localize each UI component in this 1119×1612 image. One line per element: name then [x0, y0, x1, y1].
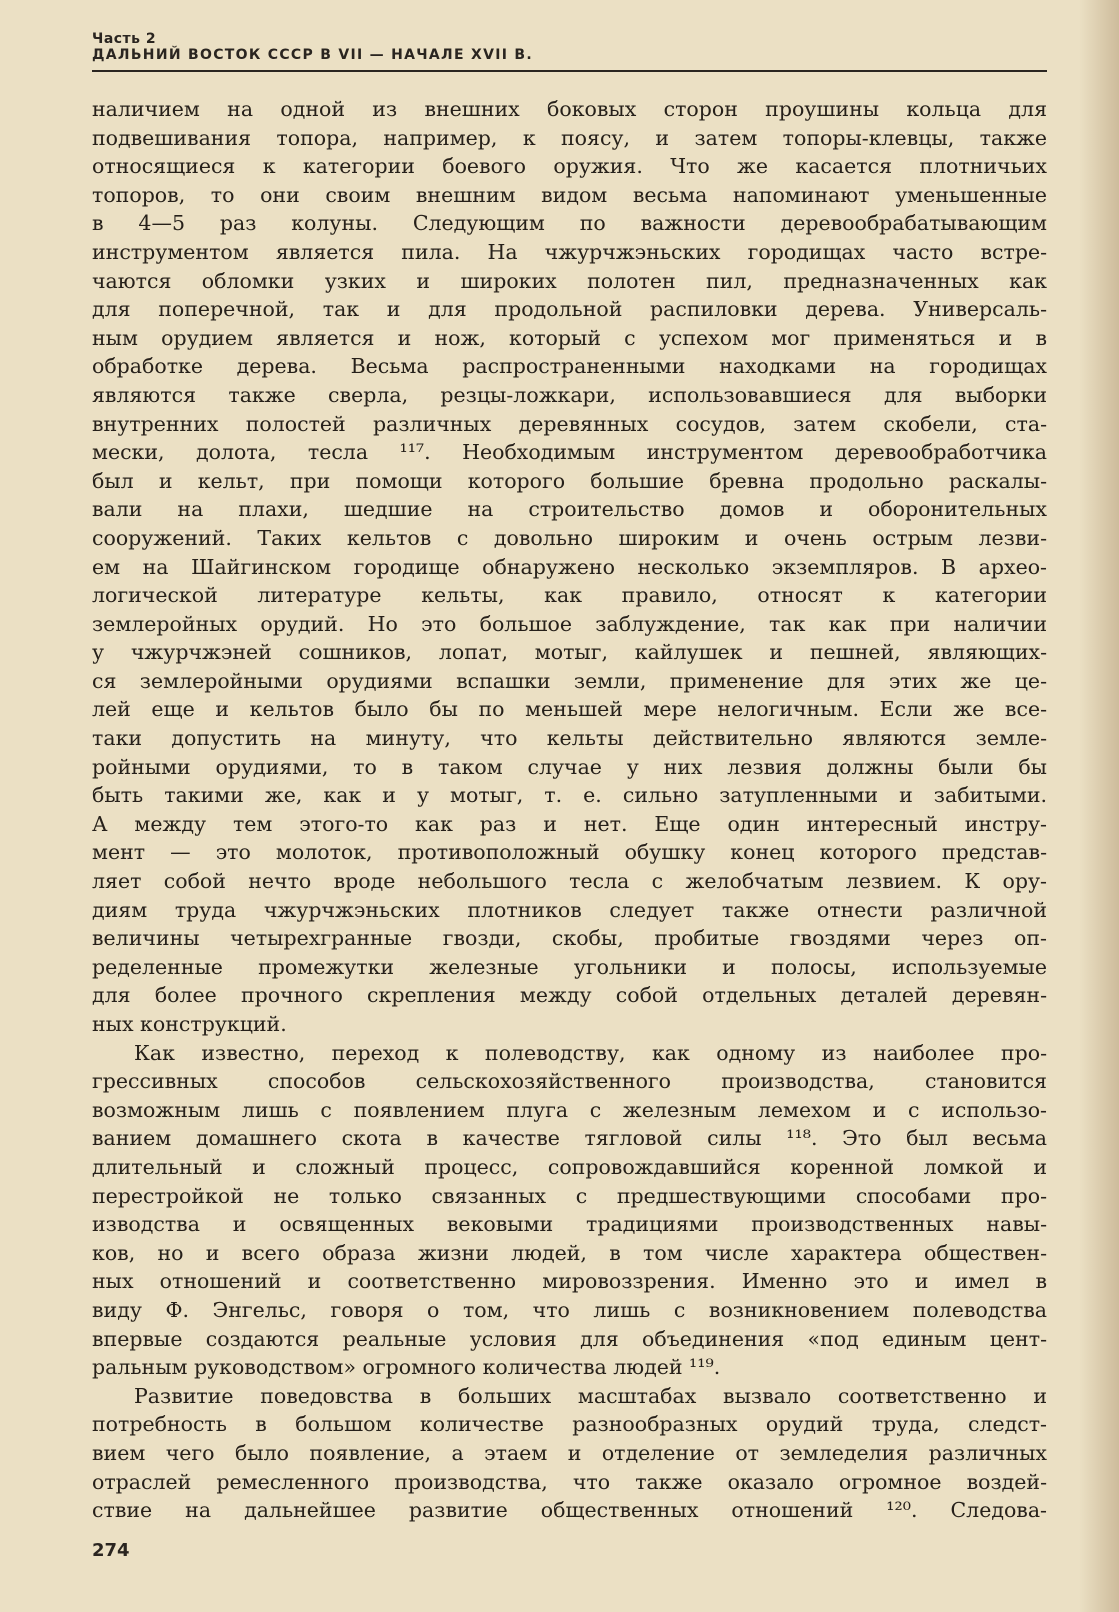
- text-line: топоров, то они своим внешним видом весьма напоминают уменьшенные: [92, 182, 1047, 207]
- text-line: ным орудием является и нож, который с успехом мог применяться и в: [92, 325, 1047, 350]
- page-number: 274: [92, 1540, 130, 1561]
- text-line: возможным лишь с появлением плуга с железным лемехом и с использо-: [92, 1097, 1047, 1122]
- text-line: длительный и сложный процесс, сопровождавшийся коренной ломкой и: [92, 1154, 1047, 1179]
- text-line: виду Ф. Энгельс, говоря о том, что лишь с возникновением полеводства: [92, 1297, 1047, 1322]
- text-line: обработке дерева. Весьма распространенными находками на городищах: [92, 354, 1047, 379]
- text-line: инструментом является пила. На чжурчжэньских городищах часто встре-: [92, 239, 1047, 264]
- text-line: чаются обломки узких и широких полотен пил, предназначенных как: [92, 268, 1047, 293]
- text-line: изводства и освященных вековыми традициями производственных навы-: [92, 1212, 1047, 1237]
- text-line: вием чего было появление, а этаем и отделение от земледелия различных: [92, 1440, 1047, 1465]
- text-line: ных конструкций.: [92, 1012, 287, 1036]
- text-line: ем на Шайгинском городище обнаружено несколько экземпляров. В архео-: [92, 554, 1047, 579]
- text-line: потребность в большом количестве разнообразных орудий труда, следст-: [92, 1412, 1047, 1437]
- text-line: в 4—5 раз колуны. Следующим по важности деревообрабатывающим: [92, 211, 1047, 236]
- body-text: [92, 95, 1047, 1525]
- text-line: для более прочного скрепления между собой отдельных деталей деревян-: [92, 983, 1047, 1008]
- text-line: ся землеройными орудиями вспашки земли, применение для этих же це-: [92, 668, 1047, 693]
- chapter-title: ДАЛЬНИЙ ВОСТОК СССР В VII — НАЧАЛЕ XVII В.: [92, 47, 534, 63]
- text-line: ральным руководством» огромного количества людей ¹¹⁹.: [92, 1355, 721, 1380]
- text-line: быть такими же, как и у мотыг, т. е. сильно затупленными и забитыми.: [92, 783, 1047, 808]
- text-line: вали на плахи, шедшие на строительство домов и оборонительных: [92, 497, 1047, 522]
- text-line: мески, долота, тесла ¹¹⁷. Необходимым инструментом деревообработчика: [92, 440, 1047, 465]
- text-line: таки допустить на минуту, что кельты действительно являются земле-: [92, 726, 1047, 751]
- header-rule: [92, 70, 1047, 72]
- text-line: внутренних полостей различных деревянных сосудов, затем скобели, ста-: [92, 411, 1047, 436]
- text-line: был и кельт, при помощи которого большие бревна продольно раскалы-: [92, 468, 1047, 493]
- text-line: ляет собой нечто вроде небольшого тесла с желобчатым лезвием. К ору-: [92, 869, 1047, 894]
- text-line: ков, но и всего образа жизни людей, в том числе характера обществен-: [92, 1240, 1047, 1265]
- text-line: отраслей ремесленного производства, что также оказало огромное воздей-: [92, 1469, 1047, 1494]
- text-line: ванием домашнего скота в качестве тягловой силы ¹¹⁸. Это был весьма: [92, 1126, 1047, 1151]
- text-line: грессивных способов сельскохозяйственного производства, становится: [92, 1069, 1047, 1094]
- text-line: логической литературе кельты, как правило, относят к категории: [92, 583, 1047, 608]
- text-line: для поперечной, так и для продольной распиловки дерева. Универсаль-: [92, 297, 1047, 322]
- text-line: мент — это молоток, противоположный обушку конец которого представ-: [92, 840, 1047, 865]
- text-line: Как известно, переход к полеводству, как одному из наиболее про-: [134, 1040, 1047, 1065]
- text-line: наличием на одной из внешних боковых сторон проушины кольца для: [92, 97, 1047, 121]
- text-line: ройными орудиями, то в таком случае у них лезвия должны были бы: [92, 754, 1047, 779]
- text-line: ределенные промежутки железные угольники и полосы, используемые: [92, 954, 1047, 979]
- text-line: величины четырехгранные гвозди, скобы, пробитые гвоздями через оп-: [92, 926, 1047, 951]
- text-line: диям труда чжурчжэньских плотников следует также отнести различной: [92, 897, 1047, 922]
- text-line: являются также сверла, резцы-ложкари, использовавшиеся для выборки: [92, 382, 1047, 407]
- text-line: перестройкой не только связанных с предшествующими способами про-: [92, 1183, 1047, 1208]
- text-line: А между тем этого-то как раз и нет. Еще один интересный инстру-: [92, 811, 1047, 836]
- part-label: Часть 2: [92, 31, 157, 47]
- text-line: ствие на дальнейшее развитие общественных отношений ¹²⁰. Следова-: [92, 1498, 1047, 1523]
- text-line: Развитие поведовства в больших масштабах вызвало соответственно и: [134, 1383, 1047, 1408]
- text-line: ных отношений и соответственно мировоззрения. Именно это и имел в: [92, 1269, 1047, 1294]
- text-line: землеройных орудий. Но это большое заблуждение, так как при наличии: [92, 611, 1047, 636]
- text-line: у чжурчжэней сошников, лопат, мотыг, кайлушек и пешней, являющих-: [92, 640, 1047, 665]
- text-line: подвешивания топора, например, к поясу, и затем топоры-клевцы, также: [92, 125, 1047, 150]
- text-line: сооружений. Таких кельтов с довольно широким и очень острым лезви-: [92, 525, 1047, 550]
- page-edge-shadow: [1079, 0, 1119, 1612]
- text-line: лей еще и кельтов было бы по меньшей мере нелогичным. Если же все-: [92, 697, 1047, 722]
- text-line: впервые создаются реальные условия для объединения «под единым цент-: [92, 1326, 1047, 1351]
- running-head: [92, 32, 1047, 63]
- text-line: относящиеся к категории боевого оружия. Что же касается плотничьих: [92, 154, 1047, 179]
